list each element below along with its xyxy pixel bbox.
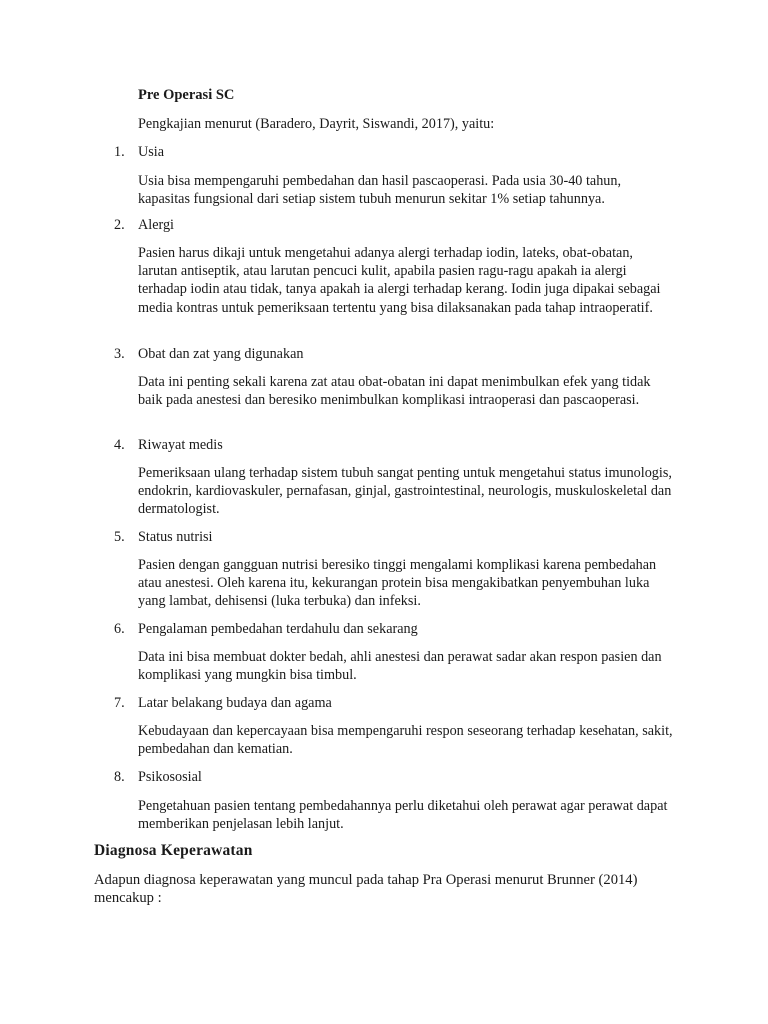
intro-paragraph: Pengkajian menurut (Baradero, Dayrit, Siswandi, 2017), yaitu: — [138, 116, 495, 132]
list-item-description: Pasien dengan gangguan nutrisi beresiko tinggi mengalami komplikasi karena pembedahan atau anestesi. Oleh karena itu, kekurangan protein bisa mengakibatkan penyembuhan luka yang lambat, dehisensi (luka terbuka) dan infeksi. — [138, 557, 657, 610]
list-item-number: 3. — [114, 346, 125, 362]
list-item-description: Data ini bisa membuat dokter bedah, ahli anestesi dan perawat sadar akan respon pasien dan komplikasi yang mungkin bisa timbul. — [138, 649, 662, 684]
list-item-title: Psikososial — [138, 769, 202, 785]
list-item-number: 5. — [114, 529, 125, 545]
section-heading-diagnosa: Diagnosa Keperawatan — [94, 842, 253, 859]
list-item-description: Kebudayaan dan kepercayaan bisa mempengaruhi respon seseorang terhadap kesehatan, sakit, pembedahan dan kematian. — [138, 723, 673, 758]
section-paragraph: Adapun diagnosa keperawatan yang muncul pada tahap Pra Operasi menurut Brunner (2014) mencakup : — [94, 872, 638, 907]
list-item-description: Pemeriksaan ulang terhadap sistem tubuh sangat penting untuk mengetahui status imunologis, endokrin, kardiovaskuler, pernafasan, ginjal, gastrointestinal, neurologis, muskuloskeletal dan dermatologist. — [138, 465, 672, 518]
list-item-number: 7. — [114, 695, 125, 711]
list-item-title: Alergi — [138, 217, 174, 233]
list-item-number: 8. — [114, 769, 125, 785]
list-item-description: Pengetahuan pasien tentang pembedahannya perlu diketahui oleh perawat agar perawat dapat memberikan penjelasan lebih lanjut. — [138, 798, 668, 833]
list-item-title: Obat dan zat yang digunakan — [138, 346, 304, 362]
list-item-description: Pasien harus dikaji untuk mengetahui adanya alergi terhadap iodin, lateks, obat-obatan, larutan antiseptik, atau larutan pencuci kulit, apabila pasien ragu-ragu apakah ia alergi terhadap iodin atau tidak, tanya apakah ia alergi terhadap kerang. Iodin juga dipakai sebagai media kontras untuk pemeriksaan tertentu yang bisa dilaksanakan pada tahap intraoperatif. — [138, 245, 661, 316]
list-item-number: 4. — [114, 437, 125, 453]
list-item-description: Usia bisa mempengaruhi pembedahan dan hasil pascaoperasi. Pada usia 30-40 tahun, kapasitas fungsional dari setiap sistem tubuh menurun sekitar 1% setiap tahunnya. — [138, 173, 622, 208]
list-item-title: Status nutrisi — [138, 529, 213, 545]
list-item-title: Riwayat medis — [138, 437, 223, 453]
list-item-number: 6. — [114, 621, 125, 637]
section-heading-pre-operasi: Pre Operasi SC — [138, 87, 235, 103]
list-item-number: 2. — [114, 217, 125, 233]
list-item-title: Latar belakang budaya dan agama — [138, 695, 332, 711]
list-item-title: Pengalaman pembedahan terdahulu dan sekarang — [138, 621, 418, 637]
list-item-description: Data ini penting sekali karena zat atau obat-obatan ini dapat menimbulkan efek yang tidak baik pada anestesi dan beresiko menimbulkan komplikasi intraoperasi dan pascaoperasi. — [138, 374, 651, 409]
list-item-title: Usia — [138, 144, 165, 160]
list-item-number: 1. — [114, 144, 125, 160]
